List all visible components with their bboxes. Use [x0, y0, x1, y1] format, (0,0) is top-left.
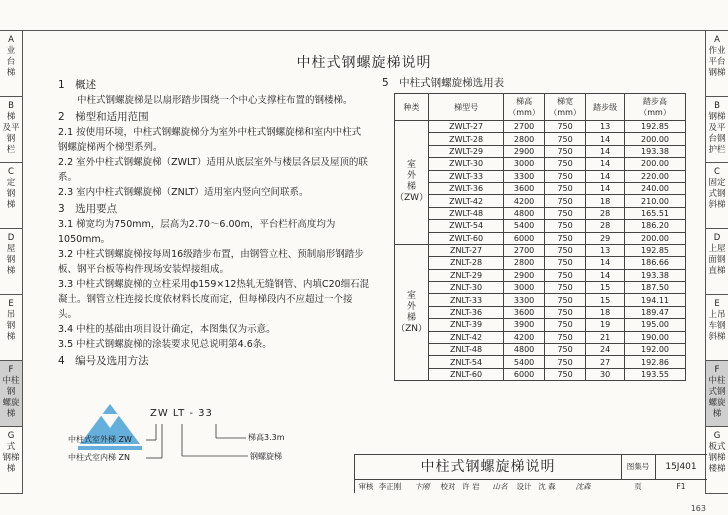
table-cell: 194.11 [625, 294, 686, 306]
page-title: 中柱式钢螺旋梯说明 [296, 55, 432, 71]
table-cell: 750 [545, 207, 586, 219]
page-number: 163 [690, 504, 706, 513]
header-height: 梯高 （mm） [504, 94, 545, 121]
table-cell: 15 [586, 282, 625, 294]
table-row [395, 220, 686, 232]
table-cell: 3600 [504, 306, 545, 318]
table-cell: 200.00 [625, 158, 686, 170]
description-column [58, 76, 370, 369]
table-cell: 6000 [504, 368, 545, 380]
table-cell: ZWLT-33 [429, 170, 504, 182]
left-tab-g[interactable] [0, 427, 22, 493]
table-cell: 750 [545, 121, 586, 133]
right-tab-e[interactable] [706, 295, 728, 361]
right-tab-letter: D [713, 233, 721, 243]
table-cell: ZNLT-48 [429, 344, 504, 356]
table-cell: 19 [586, 319, 625, 331]
right-tab-title: 作业 平台 钢梯 [708, 46, 726, 78]
table-cell: 193.38 [625, 269, 686, 281]
table-row [395, 269, 686, 281]
table-body [395, 121, 686, 381]
clause-2-1: 2.1 按使用环境，中柱式钢螺旋梯分为室外中柱式钢螺旋梯和室内中柱式钢螺旋梯两个梯型系列。 [58, 127, 362, 153]
indoor-kind-cell [395, 244, 429, 380]
section-1-text: 中柱式钢螺旋梯是以扇形踏步围绕一个中心支撑柱布置的钢楼梯。 [77, 95, 353, 106]
table-cell: 14 [586, 145, 625, 157]
table-cell: 750 [545, 319, 586, 331]
table-row [395, 232, 686, 244]
table-cell: 750 [545, 294, 586, 306]
table-cell: 14 [586, 133, 625, 145]
table-cell: 750 [545, 158, 586, 170]
right-tab-title: 钢梯 及平 台钢 护栏 [708, 112, 726, 155]
clause-3-1: 3.1 梯宽均为750mm，层高为2.70～6.00m，平台栏杆高度均为1050mm。 [58, 219, 336, 245]
table-row [395, 294, 686, 306]
left-tab-c[interactable] [0, 163, 22, 229]
indoor-kind-text: 梯 [407, 312, 417, 323]
drawing-sheet [22, 30, 706, 492]
review-label: 审核 [358, 482, 374, 491]
right-chapter-tabs [705, 30, 728, 494]
table-cell: 187.50 [625, 282, 686, 294]
table-cell: ZNLT-29 [429, 269, 504, 281]
table-cell: 195.00 [625, 319, 686, 331]
table-cell: 750 [545, 269, 586, 281]
left-tab-title: 屋 钢 梯 [6, 244, 16, 276]
table-cell: 193.38 [625, 145, 686, 157]
table-cell: 190.00 [625, 331, 686, 343]
left-chapter-tabs [0, 30, 23, 494]
left-tab-title: 吊 钢 梯 [6, 310, 16, 342]
left-tab-title: 定 钢 梯 [6, 178, 16, 210]
left-tab-b[interactable] [0, 97, 22, 163]
table-cell: ZNLT-60 [429, 368, 504, 380]
section-4-heading: 4 编号及选用方法 [58, 355, 149, 367]
table-row [395, 319, 686, 331]
outdoor-kind-text: 梯 [407, 182, 417, 193]
right-tab-f[interactable] [706, 361, 728, 427]
table-cell: ZWLT-48 [429, 207, 504, 219]
clause-3-2: 3.2 中柱式钢螺旋梯按每周16级踏步布置，由钢管立柱、预制扇形钢踏步板、钢平台板等构件现场安装焊接组成。 [58, 249, 364, 275]
stair-type-label: 钢螺旋梯 [250, 452, 282, 461]
clause-3-4: 3.4 中柱的基础由项目设计确定，本图集仅为示意。 [58, 324, 276, 335]
table-row [395, 158, 686, 170]
table-cell: 6000 [504, 232, 545, 244]
table-cell: 750 [545, 257, 586, 269]
table-cell: 192.00 [625, 344, 686, 356]
review-name: 李正刚 [378, 482, 402, 491]
table-cell: 3600 [504, 182, 545, 194]
table-cell: 4800 [504, 207, 545, 219]
table-cell: 2700 [504, 244, 545, 256]
table-cell: 5400 [504, 356, 545, 368]
table-cell: 750 [545, 356, 586, 368]
table-cell: 14 [586, 170, 625, 182]
table-cell: 193.55 [625, 368, 686, 380]
table-cell: 13 [586, 121, 625, 133]
table-row [395, 244, 686, 256]
table-cell: 750 [545, 306, 586, 318]
table-cell: 192.86 [625, 356, 686, 368]
table-cell: ZWLT-54 [429, 220, 504, 232]
table-cell: 2800 [504, 133, 545, 145]
table-cell: ZWLT-36 [429, 182, 504, 194]
table-cell: 13 [586, 244, 625, 256]
left-tab-letter: F [8, 365, 14, 375]
table-row [395, 121, 686, 133]
table-cell: 750 [545, 133, 586, 145]
model-code: ZW LT - 33 [150, 408, 213, 419]
table-cell: ZNLT-28 [429, 257, 504, 269]
left-tab-f[interactable] [0, 361, 22, 427]
left-tab-title: 式 钢梯 梯 [2, 442, 20, 474]
check-name: 许 岩 [462, 482, 480, 491]
outdoor-kind-cell [395, 121, 429, 245]
table-cell: 15 [586, 294, 625, 306]
table-row [395, 257, 686, 269]
table-cell: 18 [586, 195, 625, 207]
table-cell: 4200 [504, 331, 545, 343]
selection-table-section [382, 76, 684, 381]
right-tab-letter: B [714, 101, 720, 111]
table-cell: ZNLT-27 [429, 244, 504, 256]
table-cell: 2900 [504, 145, 545, 157]
left-tab-a[interactable] [0, 31, 22, 97]
table-cell: 14 [586, 269, 625, 281]
left-tab-letter: A [8, 35, 14, 45]
table-cell: 14 [586, 257, 625, 269]
table-cell: ZNLT-36 [429, 306, 504, 318]
header-kind: 种类 [395, 94, 429, 121]
table-title: 5 中柱式钢螺旋梯选用表 [382, 77, 505, 89]
table-cell: ZNLT-30 [429, 282, 504, 294]
design-signature: 沈森 [575, 482, 591, 491]
left-tab-letter: C [8, 167, 14, 177]
clause-3-3: 3.3 中柱式钢螺旋梯的立柱采用ф159×12热轧无缝钢管、内填C20细石混凝土。钢管立柱连接长度依材料长度而定，但每梯段内不应超过一个接头。 [58, 279, 370, 320]
table-cell: 186.66 [625, 257, 686, 269]
clause-3-5: 3.5 中柱式钢螺旋梯的涂装要求见总说明第4.6条。 [58, 339, 272, 350]
table-cell: 750 [545, 331, 586, 343]
table-cell: 18 [586, 306, 625, 318]
right-tab-letter: F [714, 365, 720, 375]
indoor-kind-text: （ZN） [396, 323, 427, 334]
table-cell: 3900 [504, 319, 545, 331]
header-step-height: 踏步高 （mm） [625, 94, 686, 121]
right-tab-letter: G [713, 431, 721, 441]
table-cell: 30 [586, 368, 625, 380]
table-cell: ZNLT-42 [429, 331, 504, 343]
atlas-number-value: 15J401 [665, 462, 697, 472]
table-row [395, 195, 686, 207]
title-block [354, 454, 707, 493]
right-tab-title: 板式 钢梯 楼梯 [708, 442, 726, 474]
left-tab-letter: G [7, 431, 15, 441]
outdoor-kind-text: 室 [407, 160, 417, 171]
table-cell: ZWLT-28 [429, 133, 504, 145]
table-cell: 210.00 [625, 195, 686, 207]
table-cell: 200.00 [625, 232, 686, 244]
header-model: 梯型号 [429, 94, 504, 121]
table-cell: 750 [545, 170, 586, 182]
left-tab-title: 梯 及平 钢 栏 [2, 112, 20, 155]
review-signature: 卞刚 [414, 482, 430, 491]
right-tab-c[interactable] [706, 163, 728, 229]
table-cell: 3300 [504, 170, 545, 182]
table-row [395, 170, 686, 182]
right-tab-title: 上吊 车钢 斜梯 [708, 310, 726, 342]
table-cell: 24 [586, 344, 625, 356]
right-tab-d[interactable] [706, 229, 728, 295]
table-cell: 29 [586, 232, 625, 244]
indoor-kind-text: 室 [407, 290, 417, 301]
table-cell: ZWLT-60 [429, 232, 504, 244]
right-tab-title: 上屋 面钢 直梯 [708, 244, 726, 276]
clause-2-2: 2.2 室外中柱式钢螺旋梯（ZWLT）适用从底层室外与楼层各层及屋顶的联系。 [58, 157, 368, 183]
left-tab-letter: E [8, 299, 14, 309]
right-tab-g[interactable] [706, 427, 728, 493]
table-row [395, 145, 686, 157]
table-cell: 2700 [504, 121, 545, 133]
table-cell: ZNLT-54 [429, 356, 504, 368]
table-cell: 200.00 [625, 133, 686, 145]
table-cell: 750 [545, 244, 586, 256]
left-tab-title: 中柱 钢 螺旋 梯 [2, 376, 20, 419]
left-tab-title: 业 台 梯 [6, 46, 16, 78]
table-cell: 750 [545, 195, 586, 207]
indoor-kind-text: 外 [407, 301, 417, 312]
page-value: F1 [676, 482, 686, 491]
page-label: 页 [634, 482, 642, 491]
design-name: 沈 森 [538, 482, 556, 491]
outdoor-kind-text: （ZW） [395, 193, 429, 204]
numbering-diagram [58, 396, 338, 476]
table-row [395, 182, 686, 194]
section-1-heading: 1 概述 [58, 79, 97, 91]
approval-row [355, 480, 707, 493]
right-tab-title: 固定 式钢 斜梯 [708, 178, 726, 210]
table-cell: ZWLT-30 [429, 158, 504, 170]
table-cell: 21 [586, 331, 625, 343]
right-tab-letter: A [714, 35, 720, 45]
left-tab-letter: D [7, 233, 15, 243]
left-tab-d[interactable] [0, 229, 22, 295]
right-tab-a[interactable] [706, 31, 728, 97]
table-cell: ZWLT-27 [429, 121, 504, 133]
table-cell: 186.20 [625, 220, 686, 232]
table-cell: 165.51 [625, 207, 686, 219]
table-row [395, 207, 686, 219]
table-cell: 192.85 [625, 121, 686, 133]
left-tab-e[interactable] [0, 295, 22, 361]
table-cell: 4800 [504, 344, 545, 356]
indoor-code-label: 中柱式室内梯 ZN [68, 453, 131, 462]
table-cell: 2800 [504, 257, 545, 269]
table-cell: 2900 [504, 269, 545, 281]
design-label: 设计 [516, 482, 532, 491]
table-cell: 28 [586, 207, 625, 219]
check-signature: 山名 [492, 482, 508, 491]
table-cell: 750 [545, 220, 586, 232]
table-cell: 240.00 [625, 182, 686, 194]
right-tab-letter: E [714, 299, 720, 309]
table-cell: 750 [545, 282, 586, 294]
table-header-row [395, 94, 686, 121]
table-cell: 220.00 [625, 170, 686, 182]
section-3-heading: 3 选用要点 [58, 203, 118, 215]
table-cell: 750 [545, 344, 586, 356]
table-cell: ZWLT-42 [429, 195, 504, 207]
selection-table [394, 93, 686, 381]
table-cell: 192.85 [625, 244, 686, 256]
right-tab-title: 中柱 式钢 螺旋 梯 [708, 376, 726, 419]
table-cell: 3300 [504, 294, 545, 306]
table-cell: ZNLT-33 [429, 294, 504, 306]
table-row [395, 368, 686, 380]
table-row [395, 344, 686, 356]
table-row [395, 356, 686, 368]
table-cell: 27 [586, 356, 625, 368]
table-row [395, 133, 686, 145]
section-2-heading: 2 梯型和适用范围 [58, 111, 149, 123]
check-label: 校对 [440, 482, 456, 491]
right-tab-letter: C [714, 167, 720, 177]
table-row [395, 282, 686, 294]
table-cell: 3000 [504, 158, 545, 170]
table-cell: 4200 [504, 195, 545, 207]
clause-2-3: 2.3 室内中柱式钢螺旋梯（ZNLT）适用室内竖向空间联系。 [58, 187, 309, 198]
table-row [395, 306, 686, 318]
table-row [395, 331, 686, 343]
table-cell: 750 [545, 182, 586, 194]
header-width: 梯宽 （mm） [545, 94, 586, 121]
table-cell: 750 [545, 368, 586, 380]
outdoor-kind-text: 外 [407, 171, 417, 182]
atlas-number-label: 图集号 [621, 455, 656, 479]
outdoor-code-label: 中柱式室外梯 ZW [68, 435, 132, 444]
table-cell: 14 [586, 158, 625, 170]
table-cell: 3000 [504, 282, 545, 294]
height-label: 梯高3.3m [248, 433, 285, 442]
right-tab-b[interactable] [706, 97, 728, 163]
title-block-main: 中柱式钢螺旋梯说明 [355, 455, 622, 479]
table-cell: 28 [586, 220, 625, 232]
table-cell: 5400 [504, 220, 545, 232]
table-cell: 189.47 [625, 306, 686, 318]
left-tab-letter: B [8, 101, 14, 111]
header-steps: 踏步级 [586, 94, 625, 121]
table-cell: ZWLT-29 [429, 145, 504, 157]
table-cell: 14 [586, 182, 625, 194]
table-cell: 750 [545, 232, 586, 244]
table-cell: 750 [545, 145, 586, 157]
table-cell: ZNLT-39 [429, 319, 504, 331]
